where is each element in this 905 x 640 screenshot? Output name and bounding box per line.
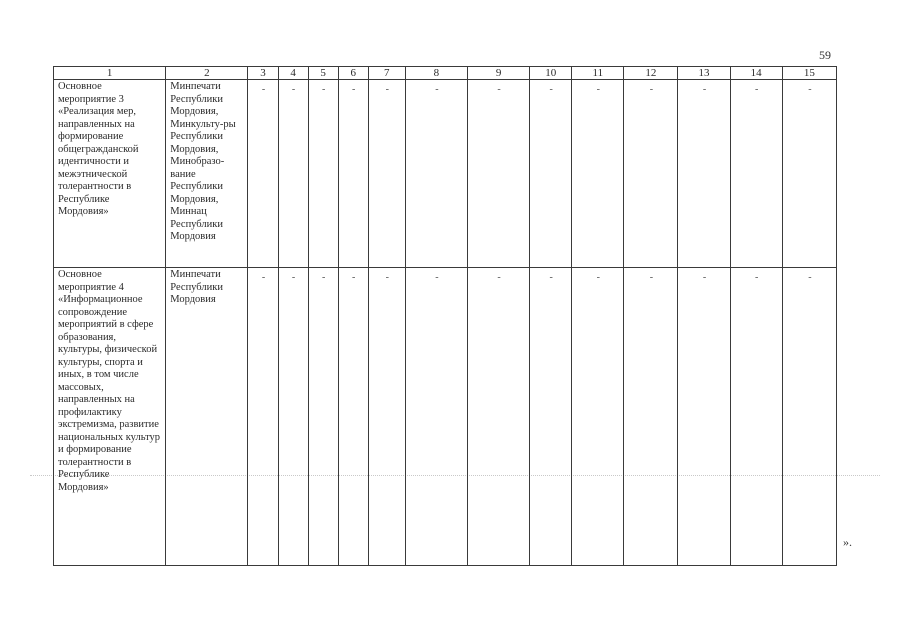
header-cell: 10 [530, 67, 572, 80]
value-cell: - [678, 80, 730, 268]
header-cell: 1 [54, 67, 166, 80]
responsible-cell: Минпечати Республики Мордовия, Минкульту-ры Республики Мордовия, Минобразо-вание Республики Мордовия, Миннац Республики Мордовия [166, 80, 248, 268]
value-cell: - [530, 80, 572, 268]
header-cell: 13 [678, 67, 730, 80]
activity-name-cell: Основное мероприятие 3 «Реализация мер, направленных на формирование общегражданской идентичности и межэтнической толерантности в Республике Мордовия» [54, 80, 166, 268]
header-cell: 12 [624, 67, 678, 80]
header-cell: 7 [368, 67, 405, 80]
value-cell: - [405, 80, 467, 268]
activity-name-cell: Основное мероприятие 4 «Информационное сопровождение мероприятий в сфере образования, культуры, физической культуры, спорта и иных, в том числе массовых, направленных на профилактику экстремизма, развитие национальных культур и формирование толерантности в Республике Мордовия» [54, 268, 166, 566]
value-cell: - [572, 268, 624, 566]
header-cell: 2 [166, 67, 248, 80]
value-cell: - [278, 80, 308, 268]
page-number: 59 [819, 48, 831, 62]
value-cell: - [530, 268, 572, 566]
value-cell: - [308, 268, 338, 566]
value-cell: - [782, 80, 836, 268]
value-cell: - [730, 80, 782, 268]
header-cell: 4 [278, 67, 308, 80]
header-cell: 5 [308, 67, 338, 80]
value-cell: - [368, 268, 405, 566]
header-cell: 11 [572, 67, 624, 80]
value-cell: - [405, 268, 467, 566]
value-cell: - [338, 268, 368, 566]
responsible-cell: Минпечати Республики Мордовия [166, 268, 248, 566]
value-cell: - [368, 80, 405, 268]
value-cell: - [572, 80, 624, 268]
value-cell: - [467, 80, 529, 268]
value-cell: - [678, 268, 730, 566]
value-cell: - [338, 80, 368, 268]
table-header-row [54, 67, 837, 80]
header-cell: 15 [782, 67, 836, 80]
value-cell: - [248, 268, 278, 566]
program-table [53, 66, 837, 566]
header-cell: 14 [730, 67, 782, 80]
table-row [54, 80, 837, 268]
value-cell: - [278, 268, 308, 566]
header-cell: 6 [338, 67, 368, 80]
header-cell: 9 [467, 67, 529, 80]
value-cell: - [624, 268, 678, 566]
value-cell: - [730, 268, 782, 566]
value-cell: - [248, 80, 278, 268]
value-cell: - [782, 268, 836, 566]
value-cell: - [624, 80, 678, 268]
table-row [54, 268, 837, 566]
header-cell: 3 [248, 67, 278, 80]
value-cell: - [467, 268, 529, 566]
value-cell: - [308, 80, 338, 268]
closing-quote-mark: ». [843, 535, 852, 549]
header-cell: 8 [405, 67, 467, 80]
